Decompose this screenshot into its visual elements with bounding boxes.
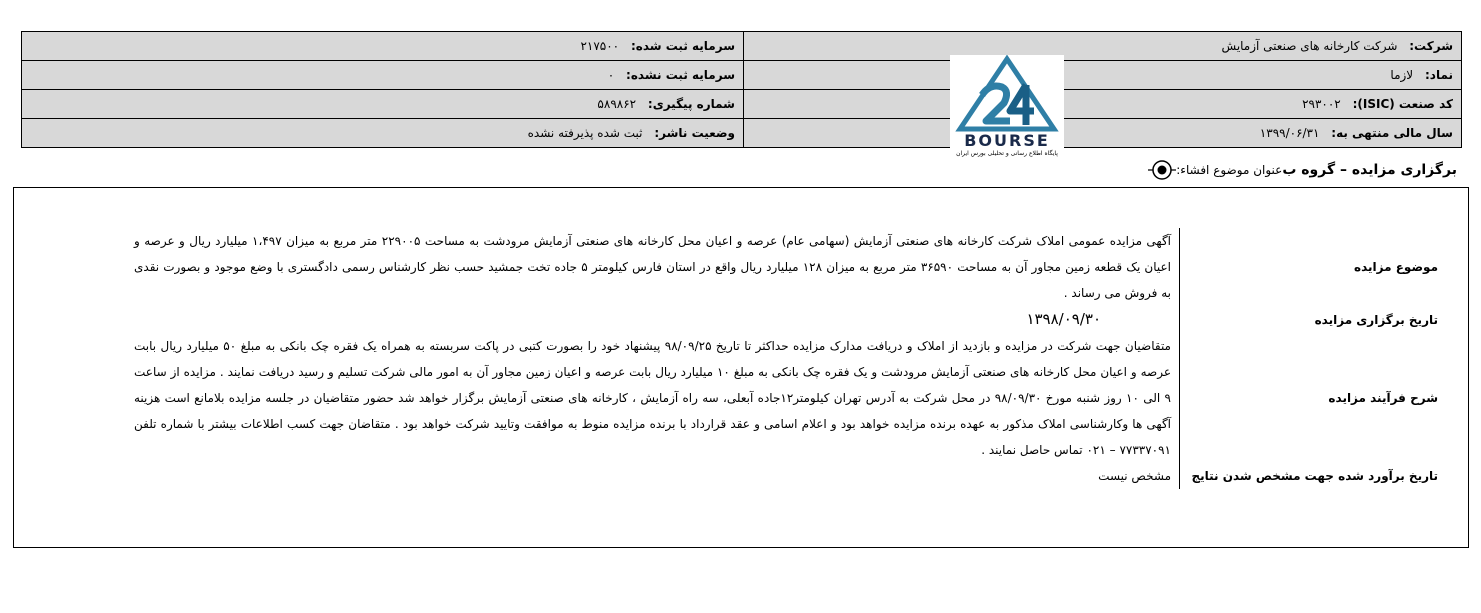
publisher-status-value: ثبت شده پذیرفته نشده	[527, 126, 643, 140]
disclosure-body	[13, 187, 1469, 548]
bourse-logo-mark	[950, 55, 1064, 133]
row-label: تاریخ برگزاری مزایده	[1314, 312, 1438, 327]
disclosure-rows	[134, 228, 1438, 489]
tracking-label: شماره پیگیری:	[647, 97, 735, 111]
symbol-cell	[744, 61, 1462, 90]
capital-registered-value: ۲۱۷۵۰۰	[580, 39, 620, 53]
tracking-value: ۵۸۹۸۶۲	[597, 97, 637, 111]
header-row	[22, 32, 1462, 61]
auction-process-row	[134, 333, 1438, 463]
fiscal-label: سال مالی منتهی به:	[1331, 126, 1453, 140]
header-table	[21, 31, 1462, 148]
company-label: شرکت:	[1409, 39, 1453, 53]
publisher-status-cell	[22, 119, 744, 148]
subject-title: برگزاری مزایده – گروه ب	[1282, 162, 1457, 178]
auction-date: ۱۳۹۸/۰۹/۳۰	[1026, 310, 1101, 328]
row-value	[134, 306, 1180, 333]
publisher-status-label: وضعیت ناشر:	[654, 126, 735, 140]
row-value: آگهی مزایده عمومی املاک شرکت کارخانه های صنعتی آزمایش (سهامی عام) عرصه و اعیان محل کارخانه های صنعتی آزمایش مرودشت به مساحت ۲۲۹۰۰۵ متر مربع به میزان ۱،۴۹۷ میلیارد ریال و عرصه و اعیان یک قطعه زمین مجاور آن به مساحت ۳۶۵۹۰ متر مربع به میزان ۱۲۸ میلیارد ریال واقع در استان فارس کیلومتر ۵ جاده تخت جمشید حسب نظر کارشناس رسمی دادگستری با وضع موجود و بصورت نقدی به فروش می رساند .	[134, 228, 1180, 306]
disclosure-subject	[1144, 156, 1463, 184]
symbol-label: نماد:	[1424, 68, 1453, 82]
target-icon	[1148, 156, 1176, 184]
bourse-logo	[950, 55, 1064, 163]
isic-label: کد صنعت (ISIC):	[1352, 97, 1453, 111]
row-label: تاریخ برآورد شده جهت مشخص شدن نتایج	[1191, 469, 1438, 483]
symbol-value: لازما	[1390, 68, 1414, 82]
row-value: متقاضیان جهت شرکت در مزایده و بازدید از املاک و دریافت مدارک مزایده حداکثر تا تاریخ ۹۸/۰۹/۲۵ پیشنهاد خود را بصورت کتبی در پاکت سربسته به همراه یک فقره چک بانکی به مبلغ ۵۰ میلیارد ریال بابت عرصه و اعیان محل کارخانه های صنعتی آزمایش مرودشت و یک فقره چک بانکی به مبلغ ۱۰ میلیارد ریال بابت عرصه و اعیان زمین مجاور آن به امور مالی شرکت تسلیم و رسید دریافت نمایند . مزایده از ساعت ۹ الی ۱۰ روز شنبه مورخ ۹۸/۰۹/۳۰ در محل شرکت به آدرس تهران کیلومتر۱۲جاده آبعلی، سه راه آزمایش ، کارخانه های صنعتی آزمایش برگزار خواهد شد حضور متقاضیان در جلسه مزایده بلامانع است هزینه آگهی ها وکارشناسی املاک مذکور به عهده برنده مزایده خواهد بود و اعلام اسامی و عقد قرارداد با برنده مزایده منوط به موافقت وتایید شرکت خواهد بود . متقاضان جهت کسب اطلاعات بیشتر با شماره تلفن ۷۷۳۳۷۰۹۱ – ۰۲۱ تماس حاصل نمایند .	[134, 333, 1180, 463]
header-row	[22, 119, 1462, 148]
tracking-cell	[22, 90, 744, 119]
fiscal-value: ۱۳۹۹/۰۶/۳۱	[1259, 126, 1320, 140]
company-cell	[744, 32, 1462, 61]
isic-cell	[744, 90, 1462, 119]
header-row	[22, 90, 1462, 119]
auction-subject-row	[134, 228, 1438, 306]
row-value: مشخص نیست	[134, 463, 1180, 489]
company-value: شرکت کارخانه های صنعتی آزمایش	[1221, 39, 1398, 53]
capital-unregistered-value: ۰	[607, 68, 615, 82]
bourse-logo-wordmark: BOURSE	[964, 131, 1050, 150]
subject-label: عنوان موضوع افشاء:	[1176, 163, 1283, 177]
header-row	[22, 61, 1462, 90]
row-label: موضوع مزایده	[1354, 260, 1438, 274]
results-date-row	[134, 463, 1438, 489]
row-label: شرح فرآیند مزایده	[1328, 391, 1438, 405]
capital-unregistered-cell	[22, 61, 744, 90]
capital-registered-cell	[22, 32, 744, 61]
bourse-logo-tagline: پایگاه اطلاع رسانی و تحلیلی بورس ایران	[956, 150, 1058, 157]
fiscal-cell	[744, 119, 1462, 148]
auction-date-row	[134, 306, 1438, 333]
isic-value: ۲۹۳۰۰۲	[1302, 97, 1341, 111]
capital-unregistered-label: سرمایه ثبت نشده:	[626, 68, 735, 82]
capital-registered-label: سرمایه ثبت شده:	[630, 39, 735, 53]
